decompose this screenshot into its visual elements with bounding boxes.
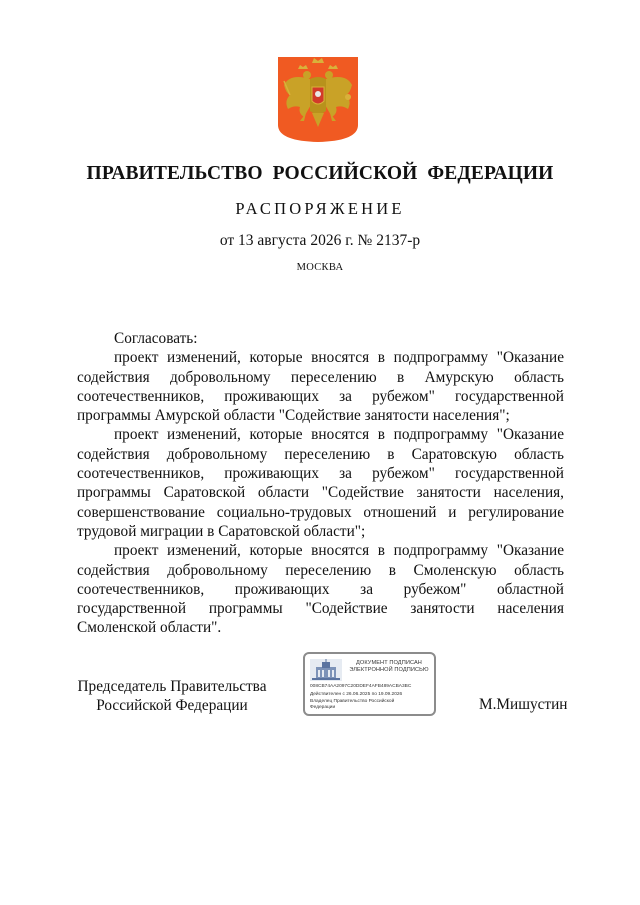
coat-of-arms-icon <box>276 55 360 143</box>
body-item-saratov: проект изменений, которые вносятся в подпрограмму "Оказание содействия добровольному переселению в Саратовскую область соотечественников, проживающих за рубежом" государственной программы Саратовской области "Содействие занятости населения, совершенствование социально-трудовых отношений и регулирование трудовой миграции в Саратовской области"; <box>77 426 564 540</box>
government-title: ПРАВИТЕЛЬСТВО РОССИЙСКОЙ ФЕДЕРАЦИИ <box>86 163 554 184</box>
stamp-validity: Действителен с 26.06.2025 по 19.09.2026 <box>310 692 403 697</box>
stamp-owner-line1: Владелец Правительство Российской <box>310 699 395 704</box>
stamp-owner-line2: Федерации <box>310 705 336 710</box>
document-type: РАСПОРЯЖЕНИЕ <box>235 199 405 218</box>
government-building-icon <box>310 659 342 681</box>
stamp-title-line1: ДОКУМЕНТ ПОДПИСАН <box>356 660 422 666</box>
signatory-name: М.Мишустин <box>479 696 568 713</box>
document-body <box>77 329 564 638</box>
body-item-amur: проект изменений, которые вносятся в подпрограмму "Оказание содействия добровольному переселению в Амурскую область соотечественников, проживающих за рубежом" государственной программы Амурской области "Содействие занятости населения"; <box>77 349 564 425</box>
signatory-position-line2: Российской Федерации <box>96 697 248 714</box>
body-item-smolensk: проект изменений, которые вносятся в подпрограмму "Оказание содействия добровольному переселению в Смоленскую область соотечественников, проживающих за рубежом" областной государственной программы "Содействие занятости населения Смоленской области". <box>77 542 564 637</box>
document-city: МОСКВА <box>296 262 344 273</box>
electronic-signature-stamp <box>303 652 436 716</box>
stamp-certificate: 008CB74AA2097C20DDEF4AFB489ACBA3BC <box>310 684 412 689</box>
signatory-position <box>77 677 267 715</box>
stamp-title-line2: ЭЛЕКТРОННОЙ ПОДПИСЬЮ <box>349 667 429 673</box>
stamp-title <box>343 660 435 674</box>
document-date-number: от 13 августа 2026 г. № 2137-р <box>219 232 421 249</box>
signatory-position-line1: Председатель Правительства <box>77 678 267 695</box>
body-intro: Согласовать: <box>114 330 198 347</box>
